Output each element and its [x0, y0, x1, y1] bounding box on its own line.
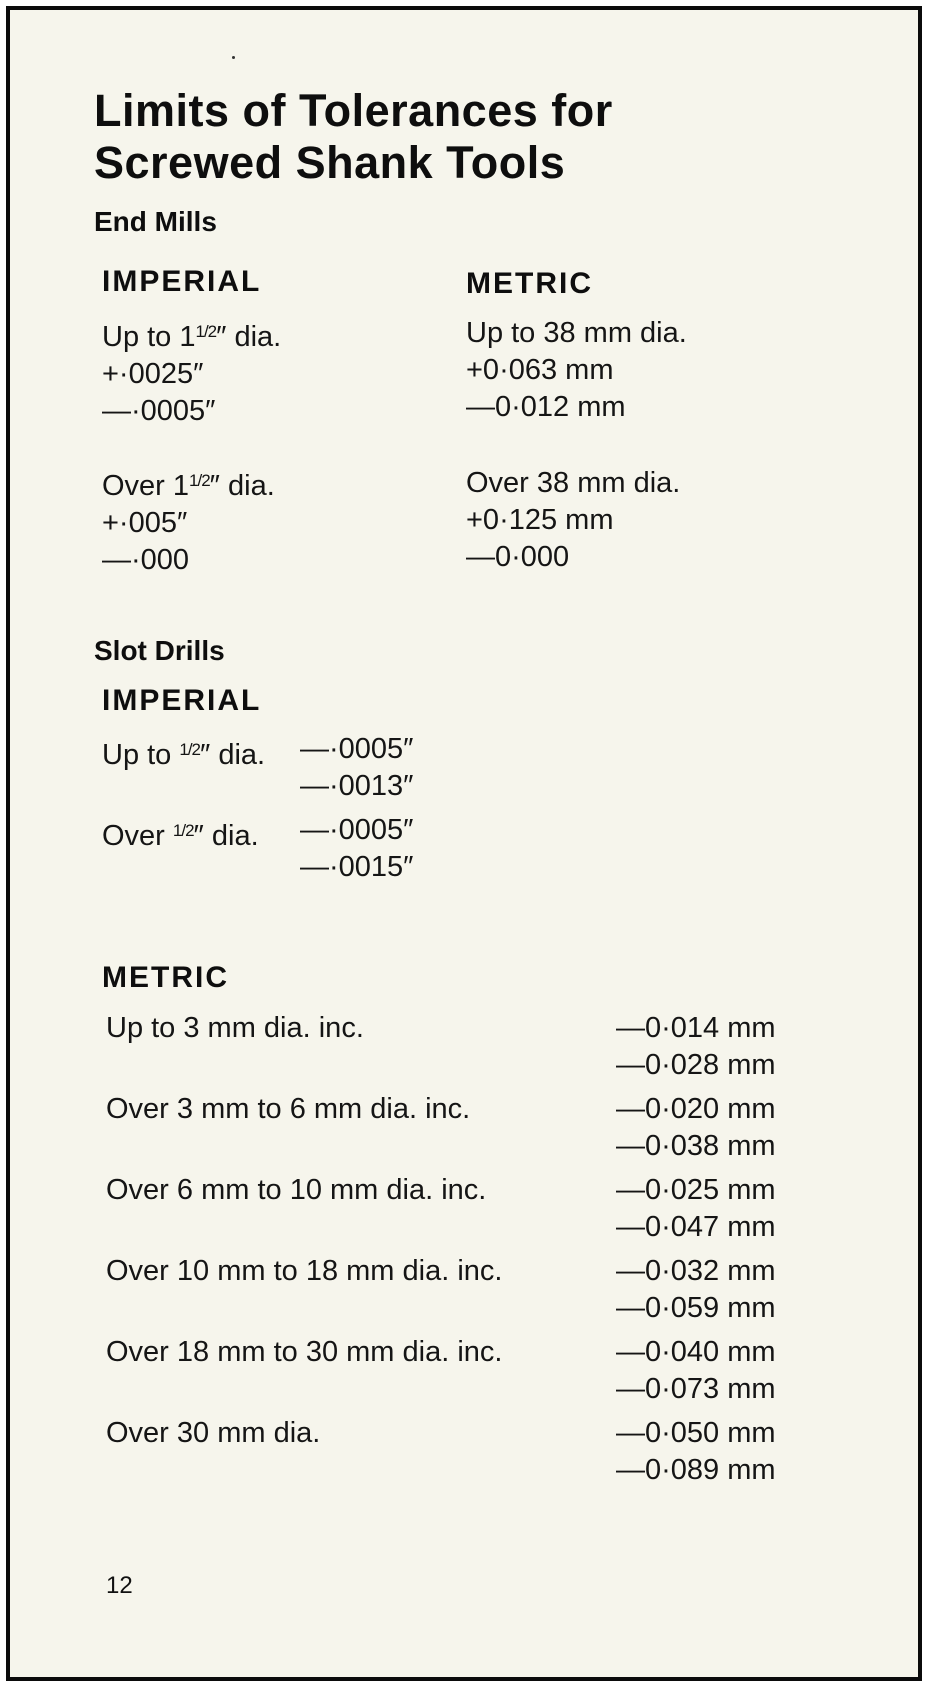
tolerance-upper: —0·014 mm — [616, 1012, 776, 1044]
end-mills-metric-group-2 — [466, 465, 680, 576]
row-label: Up to 3 mm dia. inc. — [106, 1012, 364, 1044]
fraction: 1/2 — [179, 740, 201, 759]
minus-tolerance: —·0005″ — [102, 395, 216, 427]
size-label: Up to $1^{1/2}''$ dia. — [102, 321, 282, 353]
page-title — [94, 85, 613, 189]
row-values — [616, 1253, 776, 1327]
plus-tolerance: +·005″ — [102, 507, 188, 539]
fraction: 1/2 — [189, 471, 210, 490]
tolerance-lower: —0·089 mm — [616, 1454, 776, 1486]
tolerance-lower: —0·038 mm — [616, 1130, 776, 1162]
tolerance-lower: —·0013″ — [300, 770, 414, 802]
tolerance-upper: —0·040 mm — [616, 1336, 776, 1368]
minus-tolerance: —0·012 mm — [466, 391, 626, 423]
slot-drills-imperial-row-2-values — [300, 812, 413, 886]
tolerance-upper: —·0005″ — [300, 733, 414, 765]
row-label: Over 18 mm to 30 mm dia. inc. — [106, 1336, 503, 1368]
size-label: Over $1^{1/2}''$ dia. — [102, 470, 275, 502]
page-number: 12 — [106, 1572, 133, 1599]
end-mills-metric-group-1 — [466, 315, 687, 426]
row-values — [616, 1010, 776, 1084]
tolerance-lower: —0·073 mm — [616, 1373, 776, 1405]
row-label: Over 10 mm to 18 mm dia. inc. — [106, 1255, 503, 1287]
page — [6, 6, 922, 1681]
row-values — [616, 1172, 776, 1246]
minus-tolerance: —·000 — [102, 544, 190, 576]
end-mills-imperial-group-2 — [102, 462, 275, 579]
tolerance-lower: —0·047 mm — [616, 1211, 776, 1243]
tolerance-lower: —·0015″ — [300, 851, 414, 883]
tolerance-lower: —0·028 mm — [616, 1049, 776, 1081]
slot-drills-imperial-row-1-values — [300, 731, 413, 805]
title-line-2: Screwed Shank Tools — [94, 137, 566, 188]
size-label: Over 38 mm dia. — [466, 467, 681, 499]
speck — [232, 56, 235, 59]
fraction: 1/2 — [172, 821, 194, 840]
slot-drills-imperial-heading: IMPERIAL — [102, 684, 262, 717]
row-label: Over 30 mm dia. — [106, 1417, 321, 1449]
slot-drills-heading: Slot Drills — [94, 635, 225, 666]
tolerance-upper: —·0005″ — [300, 814, 414, 846]
tolerance-upper: —0·032 mm — [616, 1255, 776, 1287]
row-values — [616, 1091, 776, 1165]
plus-tolerance: +0·125 mm — [466, 504, 614, 536]
row-values — [616, 1415, 776, 1489]
slot-drills-metric-heading: METRIC — [102, 961, 229, 994]
tolerance-upper: —0·025 mm — [616, 1174, 776, 1206]
plus-tolerance: +0·063 mm — [466, 354, 614, 386]
row-values — [616, 1334, 776, 1408]
slot-drills-imperial-row-1-label: Up to $^{1/2}$″ dia. — [102, 739, 266, 771]
tolerance-lower: —0·059 mm — [616, 1292, 776, 1324]
end-mills-imperial-heading: IMPERIAL — [102, 265, 262, 298]
size-label: Up to 38 mm dia. — [466, 317, 687, 349]
plus-tolerance: +·0025″ — [102, 358, 204, 390]
minus-tolerance: —0·000 — [466, 541, 570, 573]
tolerance-upper: —0·020 mm — [616, 1093, 776, 1125]
fraction: 1/2 — [195, 322, 217, 341]
end-mills-heading: End Mills — [94, 206, 217, 237]
end-mills-metric-heading: METRIC — [466, 267, 593, 300]
end-mills-imperial-group-1 — [102, 313, 281, 430]
tolerance-upper: —0·050 mm — [616, 1417, 776, 1449]
slot-drills-imperial-row-2-label: Over $^{1/2}$″ dia. — [102, 820, 259, 852]
row-label: Over 3 mm to 6 mm dia. inc. — [106, 1093, 471, 1125]
row-label: Over 6 mm to 10 mm dia. inc. — [106, 1174, 487, 1206]
title-line-1: Limits of Tolerances for — [94, 85, 613, 136]
